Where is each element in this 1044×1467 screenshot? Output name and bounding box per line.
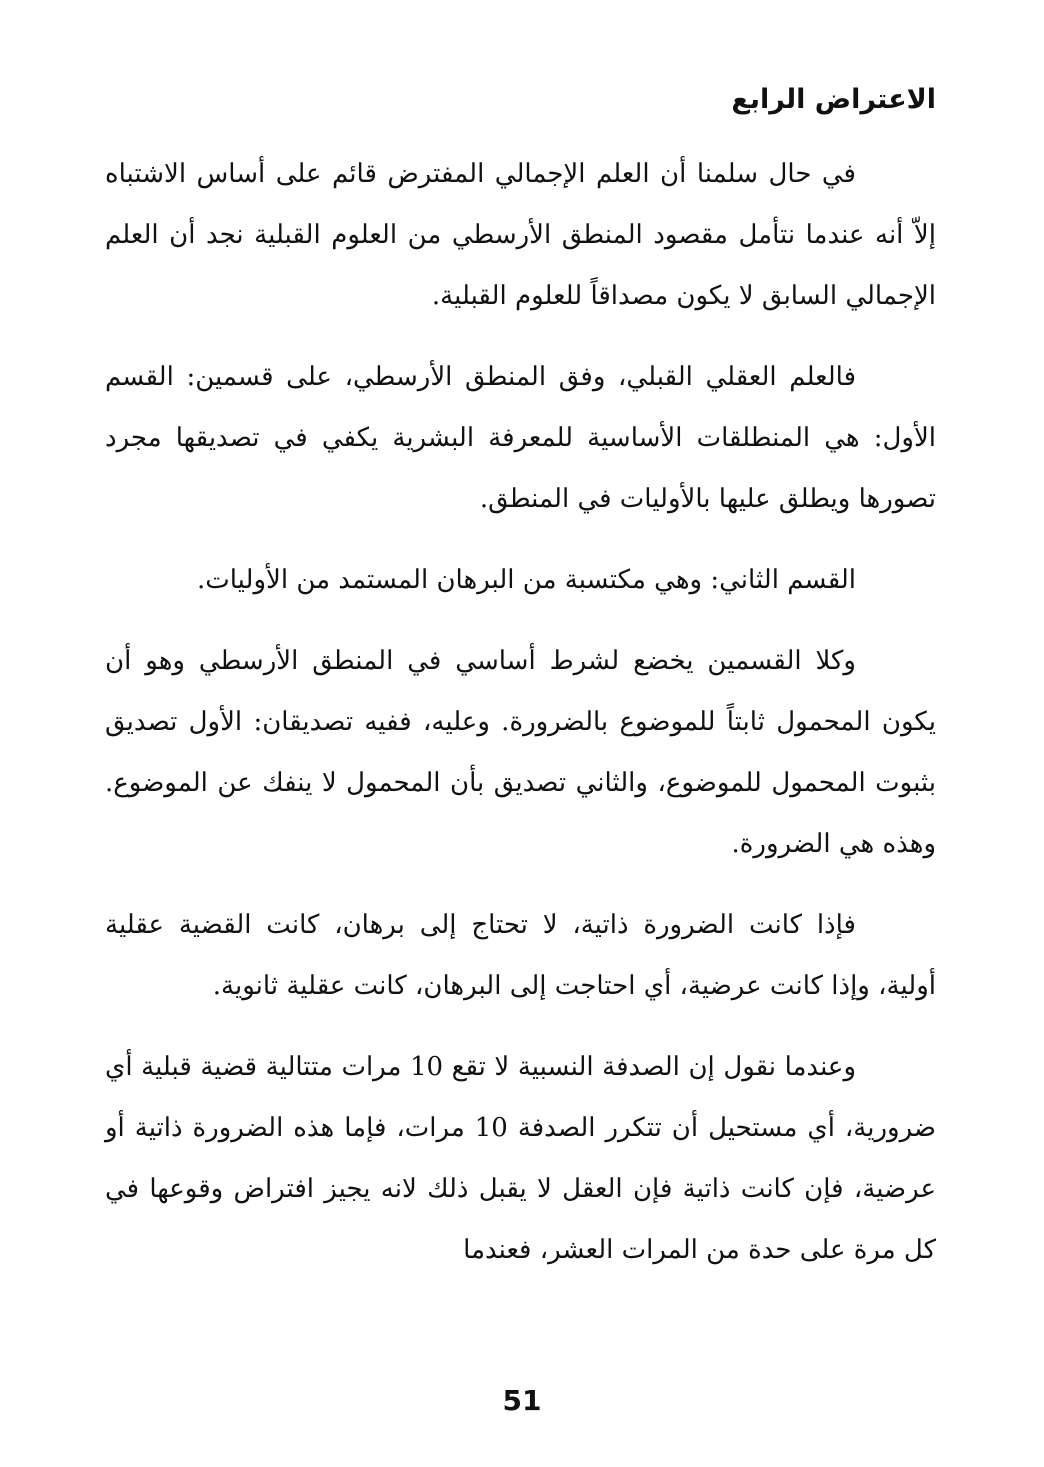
paragraph-1: في حال سلمنا أن العلم الإجمالي المفترض قائم على أساس الاشتباه إلاّ أنه عندما نتأمل مقصود المنطق الأرسطي من العلوم القبلية نجد أن العلم الإجمالي السابق لا يكون مصداقاً للعلوم القبلية. (105, 159, 936, 311)
paragraph-3: القسم الثاني: وهي مكتسبة من البرهان المستمد من الأوليات. (197, 565, 856, 595)
paragraph-4: وكلا القسمين يخضع لشرط أساسي في المنطق الأرسطي وهو أن يكون المحمول ثابتاً للموضوع بالضرورة. وعليه، ففيه تصديقان: الأول تصديق بثبوت المحمول للموضوع، والثاني تصديق بأن المحمول لا ينفك عن الموضوع. وهذه هي الضرورة. (105, 646, 936, 859)
paragraph-5: فإذا كانت الضرورة ذاتية، لا تحتاج إلى برهان، كانت القضية عقلية أولية، وإذا كانت عرضية، أي احتاجت إلى البرهان، كانت عقلية ثانوية. (105, 910, 936, 1001)
page-number: 51 (502, 1384, 542, 1417)
page-content (105, 70, 936, 1301)
paragraph-2: فالعلم العقلي القبلي، وفق المنطق الأرسطي، على قسمين: القسم الأول: هي المنطلقات الأساسية للمعرفة البشرية يكفي في تصديقها مجرد تصورها ويطلق عليها بالأوليات في المنطق. (105, 362, 936, 514)
paragraph-6: وعندما نقول إن الصدفة النسبية لا تقع 10 مرات متتالية قضية قبلية أي ضرورية، أي مستحيل أن تتكرر الصدفة 10 مرات، فإما هذه الضرورة ذاتية أو عرضية، فإن كانت ذاتية فإن العقل لا يقبل ذلك لانه يجيز افتراض وقوعها في كل مرة على حدة من المرات العشر، فعندما (105, 1052, 936, 1265)
section-heading: الاعتراض الرابع (731, 84, 936, 115)
